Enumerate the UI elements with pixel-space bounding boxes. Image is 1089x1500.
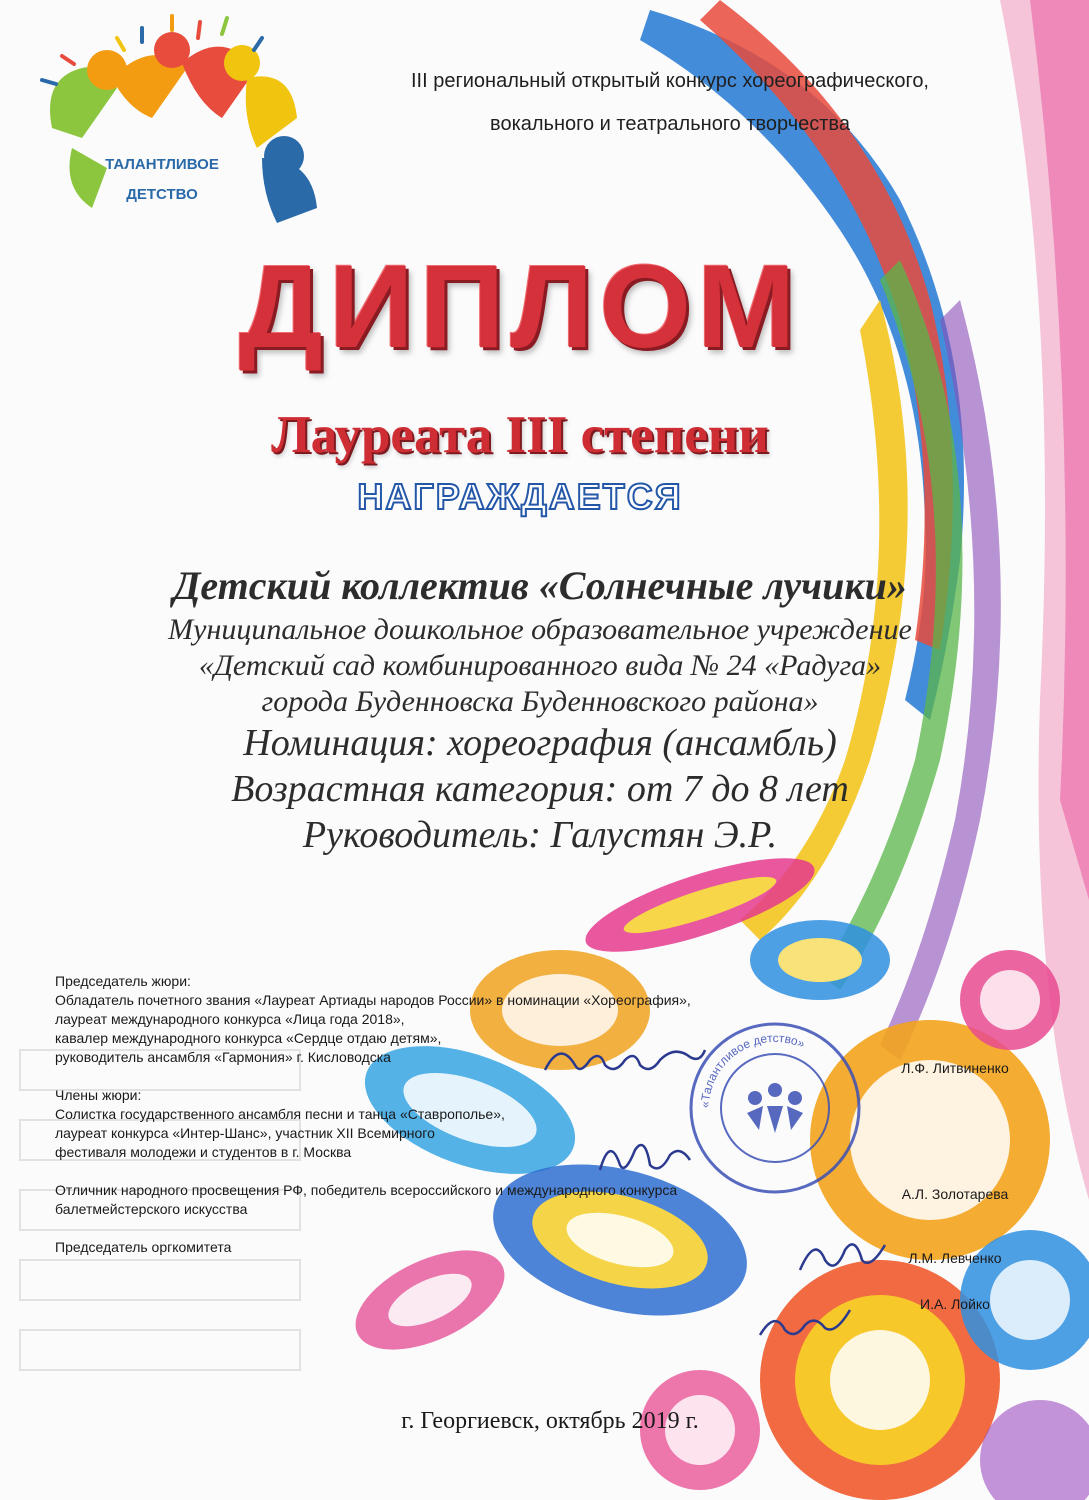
orgcom-title: Председатель оргкомитета [55,1239,232,1255]
stamp-ring-text: «Талантливое детство» [697,1030,808,1109]
signature-member1 [590,1130,700,1180]
age-category: Возрастная категория: от 7 до 8 лет [231,768,849,810]
diploma-title: ДИПЛОМ [238,241,802,373]
jury-member2-line-1: Отличник народного просвещения РФ, победитель всероссийского и международного конкурса [55,1182,678,1198]
jury-chair-line-4: руководитель ансамбля «Гармония» г. Кисловодска [55,1049,391,1065]
contest-line-1: III региональный открытый конкурс хореографического, [410,70,929,92]
jury-chair-line-3: кавалер международного конкурса «Сердце отдаю детям», [55,1030,442,1046]
nomination: Номинация: хореография (ансамбль) [243,722,837,764]
institution-line-3: города Буденновска Буденновского района» [261,685,819,718]
institution-line-1: Муниципальное дошкольное образовательное учреждение [168,613,912,646]
signatory-member2: Л.М. Левченко [908,1250,1002,1266]
signatory-orgcom: И.А. Лойко [920,1296,990,1312]
jury-member1-line-1: Солистка государственного ансамбля песни и танца «Ставрополье», [55,1106,505,1122]
signature-member2 [790,1230,890,1280]
awarded-label: НАГРАЖДАЕТСЯ [357,476,683,517]
contest-line-2: вокального и театрального творчества [490,113,850,135]
recipient-name: Детский коллектив «Солнечные лучики» [173,563,907,608]
logo-line-1: ТАЛАНТЛИВОЕ [105,156,219,173]
jury-chair-title: Председатель жюри: [55,973,191,989]
recipient-block [40,560,1040,858]
logo-wordmark [92,150,232,210]
logo-line-2: ДЕТСТВО [126,186,198,203]
jury-chair-line-1: Обладатель почетного звания «Лауреат Артиады народов России» в номинации «Хореография», [55,992,691,1008]
official-stamp [685,1018,865,1198]
signatory-member1: А.Л. Золотарева [901,1186,1009,1202]
jury-member2-line-2: балетмейстерского искусства [55,1201,248,1217]
jury-members-title: Члены жюри: [55,1087,142,1103]
jury-member1-line-3: фестиваля молодежи и студентов в г. Москва [55,1144,352,1160]
signatory-chair: Л.Ф. Литвиненко [901,1060,1009,1076]
jury-chair-line-2: лауреат международного конкурса «Лица года 2018», [55,1011,405,1027]
leader: Руководитель: Галустян Э.Р. [302,814,778,856]
spacer [55,1219,855,1238]
place-date: г. Георгиевск, октябрь 2019 г. [401,1408,699,1434]
jury-member1-line-2: лауреат конкурса «Интер-Шанс», участник XII Всемирного [55,1125,435,1141]
institution-line-2: «Детский сад комбинированного вида № 24 «Радуга» [198,649,882,682]
laureate-degree: Лауреата III степени [271,406,769,464]
signature-orgcom [755,1300,855,1345]
contest-heading [330,60,1010,146]
